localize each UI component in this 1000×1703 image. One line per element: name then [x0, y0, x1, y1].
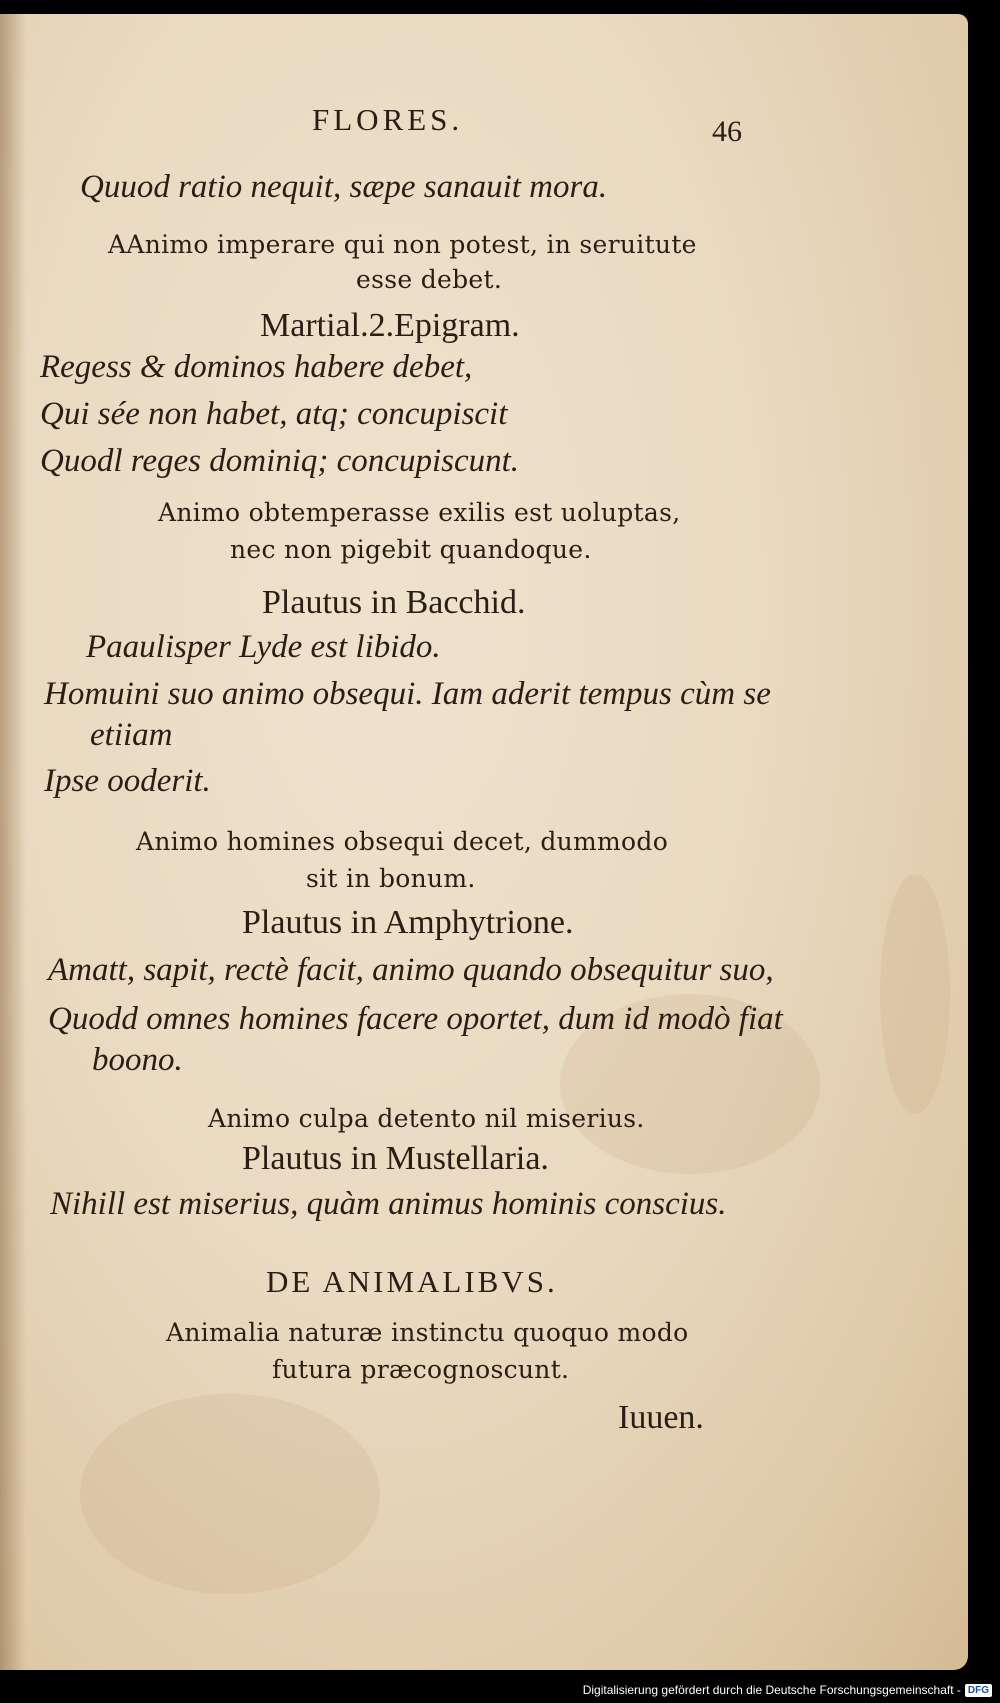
text-line: Quodd omnes homines facere oportet, dum id modò fiat — [48, 1001, 783, 1037]
text-line: Paaulisper Lyde est libido. — [86, 629, 441, 665]
text-line: Ipse ooderit. — [44, 763, 211, 799]
chapter-heading: DE ANIMALIBVS. — [266, 1264, 558, 1299]
digitization-credit — [583, 1683, 992, 1697]
book-page — [0, 14, 968, 1670]
text-line: sit in bonum. — [306, 864, 476, 893]
text-line: Nihill est miserius, quàm animus hominis conscius. — [50, 1186, 727, 1222]
text-line: Animalia naturæ instinctu quoquo modo — [166, 1318, 689, 1347]
text-line: Quodl reges dominiq; concupiscunt. — [40, 443, 520, 479]
section-heading: Plautus in Amphytrione. — [242, 904, 574, 941]
text-line: Quuod ratio nequit, sæpe sanauit mora. — [80, 169, 608, 205]
text-line: Animo homines obsequi decet, dummodo — [136, 827, 669, 856]
gutter-shadow — [0, 14, 26, 1670]
text-line: Animo culpa detento nil miserius. — [208, 1104, 645, 1133]
section-heading: Iuuen. — [618, 1399, 704, 1436]
text-line: Qui sée non habet, atq; concupiscit — [40, 396, 508, 432]
text-line: Animo obtemperasse exilis est uoluptas, — [158, 498, 681, 527]
text-line: AAnimo imperare qui non potest, in seruitute — [108, 230, 697, 259]
text-line: Homuini suo animo obsequi. Iam aderit tempus cùm se — [44, 676, 771, 712]
section-heading: Martial.2.Epigram. — [260, 307, 520, 344]
text-line: nec non pigebit quandoque. — [230, 535, 592, 564]
text-line: etiiam — [90, 717, 173, 753]
paper-stain — [80, 1394, 380, 1594]
paper-stain — [880, 874, 950, 1114]
running-head: FLORES. — [312, 102, 464, 137]
text-line: boono. — [92, 1042, 183, 1078]
section-heading: Plautus in Bacchid. — [262, 584, 526, 621]
text-line: esse debet. — [356, 265, 503, 294]
dfg-logo: DFG — [965, 1684, 992, 1697]
page-number: 46 — [712, 115, 742, 148]
credit-text: Digitalisierung gefördert durch die Deutsche Forschungsgemeinschaft - — [582, 1683, 961, 1697]
text-line: futura præcognoscunt. — [272, 1355, 570, 1384]
text-line: Regess & dominos habere debet, — [40, 349, 473, 385]
section-heading: Plautus in Mustellaria. — [242, 1140, 549, 1177]
text-line: Amatt, sapit, rectè facit, animo quando obsequitur suo, — [48, 952, 774, 988]
